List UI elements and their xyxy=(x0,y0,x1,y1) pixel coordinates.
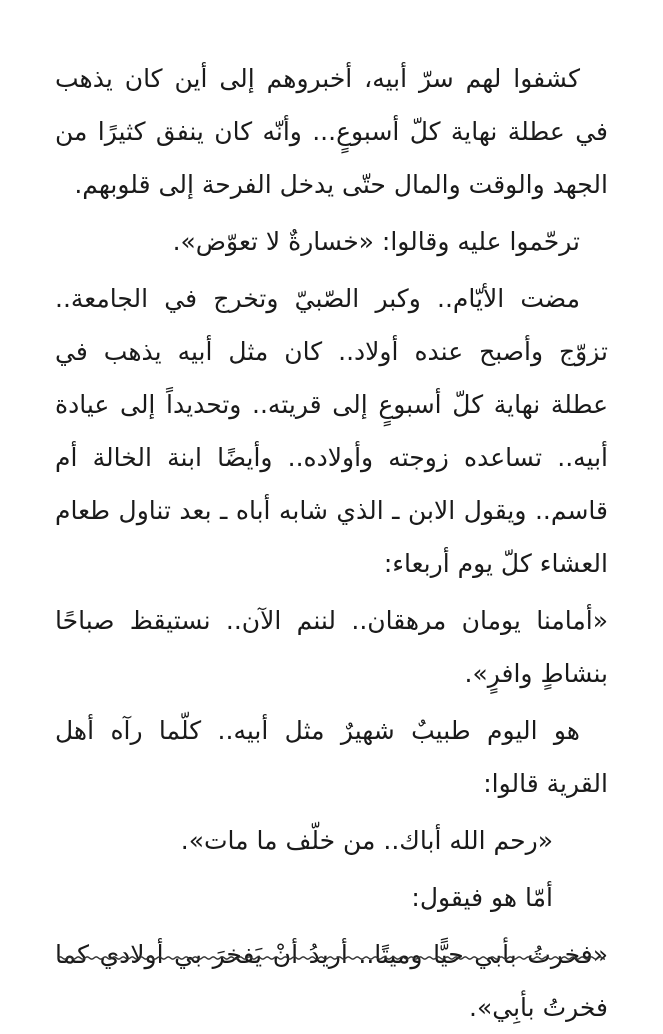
paragraph-famous-doctor: هو اليوم طبيبٌ شهيرٌ مثل أبيه.. كلّما رآه أهل القرية قالوا: xyxy=(55,716,608,798)
paragraph-quote-pride: «فخرتُ بأبي حيًّا وميتًا.. أريدُ أنْ يَفخرَ بي أولادي كما فخرتُ بأبِي». xyxy=(55,940,608,1022)
paragraph-he-says: أمّا هو فيقول: xyxy=(411,883,553,912)
wavy-divider xyxy=(58,952,605,964)
paragraph-quote-tired: «أمامنا يومان مرهقان.. لننم الآن.. نستيقظ صباحًا بنشاطٍ وافرٍ». xyxy=(55,606,608,688)
page-content xyxy=(55,52,608,1034)
paragraph-days-passed: مضت الأيّام.. وكبر الصّبيّ وتخرج في الجامعة.. تزوّج وأصبح عنده أولاد.. كان مثل أبيه يذهب في عطلة نهاية كلّ أسبوعٍ إلى قريته.. وتحديداً إلى عيادة أبيه.. تساعده زوجته وأولاده.. وأيضًا ابنة الخالة أم قاسم.. ويقول الابن ـ الذي شابه أباه ـ بعد تناول طعام العشاء كلّ يوم أربعاء: xyxy=(55,284,608,578)
paragraph-quote-mercy: «رحم الله أباك.. من خلّف ما مات». xyxy=(180,826,553,855)
paragraph-secret: كشفوا لهم سرّ أبيه، أخبروهم إلى أين كان يذهب في عطلة نهاية كلّ أسبوعٍ... وأنّه كان ينفق كثيرًا من الجهد والوقت والمال حتّى يدخل الفرحة إلى قلوبهم. xyxy=(55,64,608,199)
paragraph-mourning: ترحّموا عليه وقالوا: «خسارةٌ لا تعوّض». xyxy=(172,227,580,256)
